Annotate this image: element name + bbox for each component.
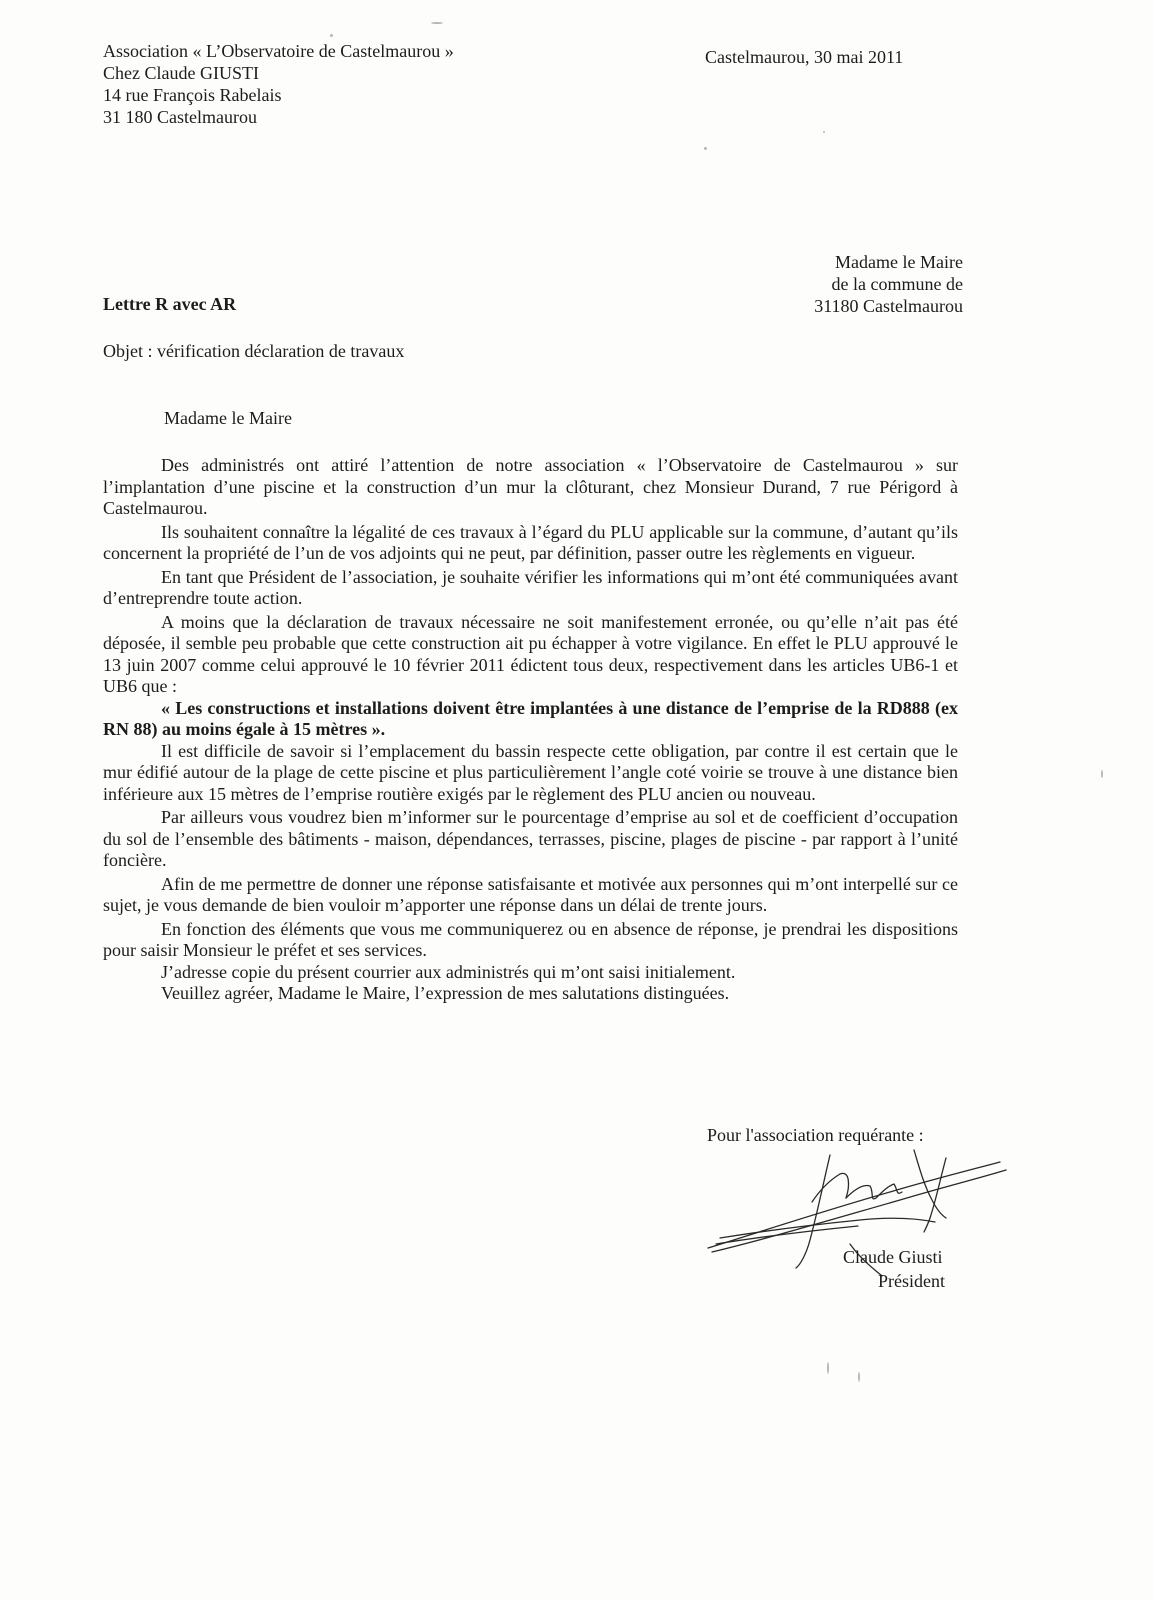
- body-paragraph-9: En fonction des éléments que vous me communiquerez ou en absence de réponse, je prendrai les dispositions pour saisir Monsieur le préfet et ses services.: [103, 918, 958, 960]
- body-paragraph-11: Veuillez agréer, Madame le Maire, l’expression de mes salutations distinguées.: [161, 983, 730, 1003]
- body-paragraph-10: J’adresse copie du présent courrier aux administrés qui m’ont saisi initialement.: [161, 961, 736, 982]
- recipient-commune: de la commune de: [831, 274, 963, 294]
- delivery-mode: Lettre R avec AR: [103, 294, 237, 314]
- body-paragraph-4: A moins que la déclaration de travaux nécessaire ne soit manifestement erronée, ou qu’elle n’ait pas été déposée, il semble peu probable que cette construction ait pu échapper à votre vigilance. En effet le PLU approuvé le 13 juin 2007 comme celui approuvé le 10 février 2011 édictent tous deux, respectivement dans les articles UB6-1 et UB6 que :: [103, 611, 958, 696]
- sender-city: 31 180 Castelmaurou: [103, 107, 257, 127]
- scan-speck: [858, 1372, 860, 1382]
- salutation: Madame le Maire: [164, 408, 292, 428]
- signer-name: Claude Giusti: [843, 1247, 943, 1267]
- body-paragraph-3: En tant que Président de l’association, je souhaite vérifier les informations qui m’ont été communiquées avant d’entreprendre toute action.: [103, 566, 958, 608]
- place-and-date: Castelmaurou, 30 mai 2011: [705, 47, 904, 67]
- handwritten-signature: [700, 1140, 1010, 1305]
- body-paragraph-2: Ils souhaitent connaître la légalité de ces travaux à l’égard du PLU applicable sur la commune, d’autant qu’ils concernent la propriété de l’un de vos adjoints qui ne peut, par définition, passer outre les règlements en vigueur.: [103, 521, 958, 563]
- scan-speck: [431, 22, 443, 24]
- recipient-title: Madame le Maire: [835, 252, 963, 272]
- letter-body: [103, 455, 958, 1005]
- body-paragraph-7: Par ailleurs vous voudrez bien m’informer sur le pourcentage d’emprise au sol et de coefficient d’occupation du sol de l’ensemble des bâtiments - maison, dépendances, terrasses, piscine, plages de piscine - par rapport à l’unité foncière.: [103, 807, 958, 870]
- quoted-regulation: « Les constructions et installations doivent être implantées à une distance de l’emprise de la RD888 (ex RN 88) au moins égale à 15 mètres ».: [103, 697, 958, 739]
- sender-contact: Chez Claude GIUSTI: [103, 63, 259, 83]
- scan-speck: [704, 147, 707, 150]
- sender-address: [103, 40, 454, 128]
- recipient-address: [780, 251, 963, 317]
- body-paragraph-8: Afin de me permettre de donner une réponse satisfaisante et motivée aux personnes qui m’ont interpellé sur ce sujet, je vous demande de bien vouloir m’apporter une réponse dans un délai de trente jours.: [103, 873, 958, 915]
- sender-street: 14 rue François Rabelais: [103, 85, 282, 105]
- scan-speck: [1101, 770, 1103, 778]
- signer-role: Président: [878, 1271, 945, 1291]
- closing-formula: Pour l'association requérante :: [707, 1125, 924, 1145]
- scan-speck: [823, 131, 825, 133]
- scan-speck: [330, 34, 333, 37]
- body-paragraph-1: Des administrés ont attiré l’attention de notre association « l’Observatoire de Castelmaurou » sur l’implantation d’une piscine et la construction d’un mur la clôturant, chez Monsieur Durand, 7 rue Périgord à Castelmaurou.: [103, 455, 958, 518]
- recipient-city: 31180 Castelmaurou: [814, 296, 963, 316]
- body-paragraph-6: Il est difficile de savoir si l’emplacement du bassin respecte cette obligation, par contre il est certain que le mur édifié autour de la plage de cette piscine et plus particulièrement l’angle coté voirie se trouve à une distance bien inférieure aux 15 mètres de l’emprise routière exigés par le règlement des PLU ancien ou nouveau.: [103, 740, 958, 804]
- scan-speck: [827, 1362, 829, 1374]
- letter-subject: Objet : vérification déclaration de travaux: [103, 341, 405, 361]
- sender-association: Association « L’Observatoire de Castelmaurou »: [103, 41, 454, 61]
